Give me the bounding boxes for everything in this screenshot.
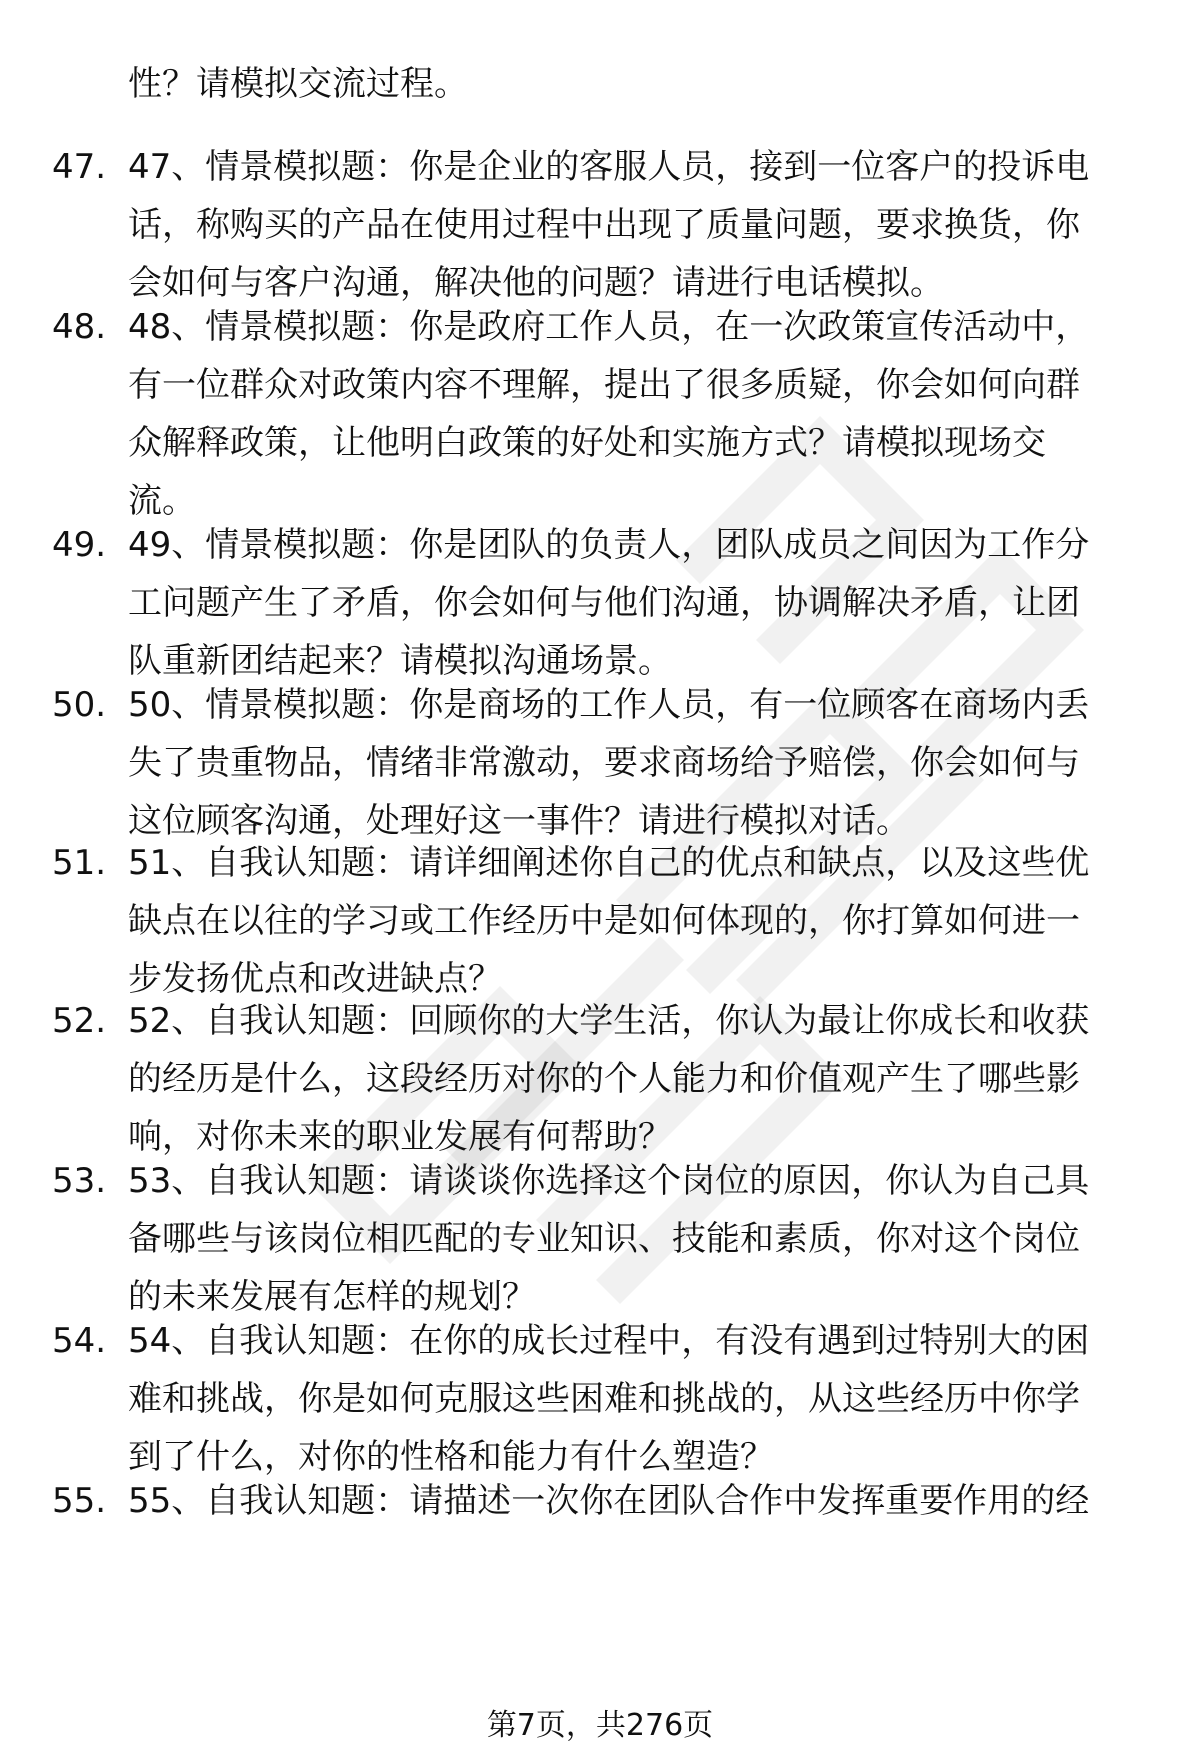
question-line: 难和挑战，你是如何克服这些困难和挑战的，从这些经历中你学 [128,1379,1080,1419]
question-number: 48. [52,307,107,347]
question-number: 55. [52,1481,107,1521]
question-line: 失了贵重物品，情绪非常激动，要求商场给予赔偿，你会如何与 [128,743,1080,783]
question-text [128,1472,1148,1530]
question-line: 52、自我认知题：回顾你的大学生活，你认为最让你成长和收获 [128,1001,1090,1041]
question-text [128,992,1148,1166]
question-text [128,676,1148,850]
question-number: 54. [52,1321,107,1361]
question-text [128,298,1148,530]
question-line: 话，称购买的产品在使用过程中出现了质量问题，要求换货，你 [128,205,1080,245]
question-number: 47. [52,147,107,187]
question-text [128,138,1148,312]
question-line: 缺点在以往的学习或工作经历中是如何体现的，你打算如何进一 [128,901,1080,941]
question-line: 的未来发展有怎样的规划？ [128,1277,536,1317]
question-text [128,1152,1148,1326]
question-number: 52. [52,1001,107,1041]
question-text [128,516,1148,690]
question-line: 会如何与客户沟通，解决他的问题？请进行电话模拟。 [128,263,944,303]
question-line: 步发扬优点和改进缺点？ [128,959,502,999]
question-line: 流。 [128,481,196,521]
question-line: 有一位群众对政策内容不理解，提出了很多质疑，你会如何向群 [128,365,1080,405]
question-line: 54、自我认知题：在你的成长过程中，有没有遇到过特别大的困 [128,1321,1090,1361]
question-line: 队重新团结起来？请模拟沟通场景。 [128,641,672,681]
question-line: 50、情景模拟题：你是商场的工作人员，有一位顾客在商场内丢 [128,685,1090,725]
question-text [128,834,1148,1008]
question-number: 51. [52,843,107,883]
question-line: 的经历是什么，这段经历对你的个人能力和价值观产生了哪些影 [128,1059,1080,1099]
question-line: 48、情景模拟题：你是政府工作人员，在一次政策宣传活动中， [128,307,1090,347]
page-footer: 第7页，共276页 [486,1708,714,1743]
question-number: 49. [52,525,107,565]
question-line: 47、情景模拟题：你是企业的客服人员，接到一位客户的投诉电 [128,147,1090,187]
question-line: 49、情景模拟题：你是团队的负责人，团队成员之间因为工作分 [128,525,1090,565]
question-line: 工问题产生了矛盾，你会如何与他们沟通，协调解决矛盾，让团 [128,583,1080,623]
question-line: 到了什么，对你的性格和能力有什么塑造？ [128,1437,774,1477]
question-line: 51、自我认知题：请详细阐述你自己的优点和缺点，以及这些优 [128,843,1090,883]
question-number: 53. [52,1161,107,1201]
question-line: 53、自我认知题：请谈谈你选择这个岗位的原因，你认为自己具 [128,1161,1090,1201]
question-line: 这位顾客沟通，处理好这一事件？请进行模拟对话。 [128,801,910,841]
question-line: 众解释政策，让他明白政策的好处和实施方式？请模拟现场交 [128,423,1046,463]
continuation-line: 性？请模拟交流过程。 [128,64,468,104]
question-line: 55、自我认知题：请描述一次你在团队合作中发挥重要作用的经 [128,1481,1090,1521]
question-text [128,1312,1148,1486]
question-line: 响，对你未来的职业发展有何帮助？ [128,1117,672,1157]
question-number: 50. [52,685,107,725]
question-line: 备哪些与该岗位相匹配的专业知识、技能和素质，你对这个岗位 [128,1219,1080,1259]
